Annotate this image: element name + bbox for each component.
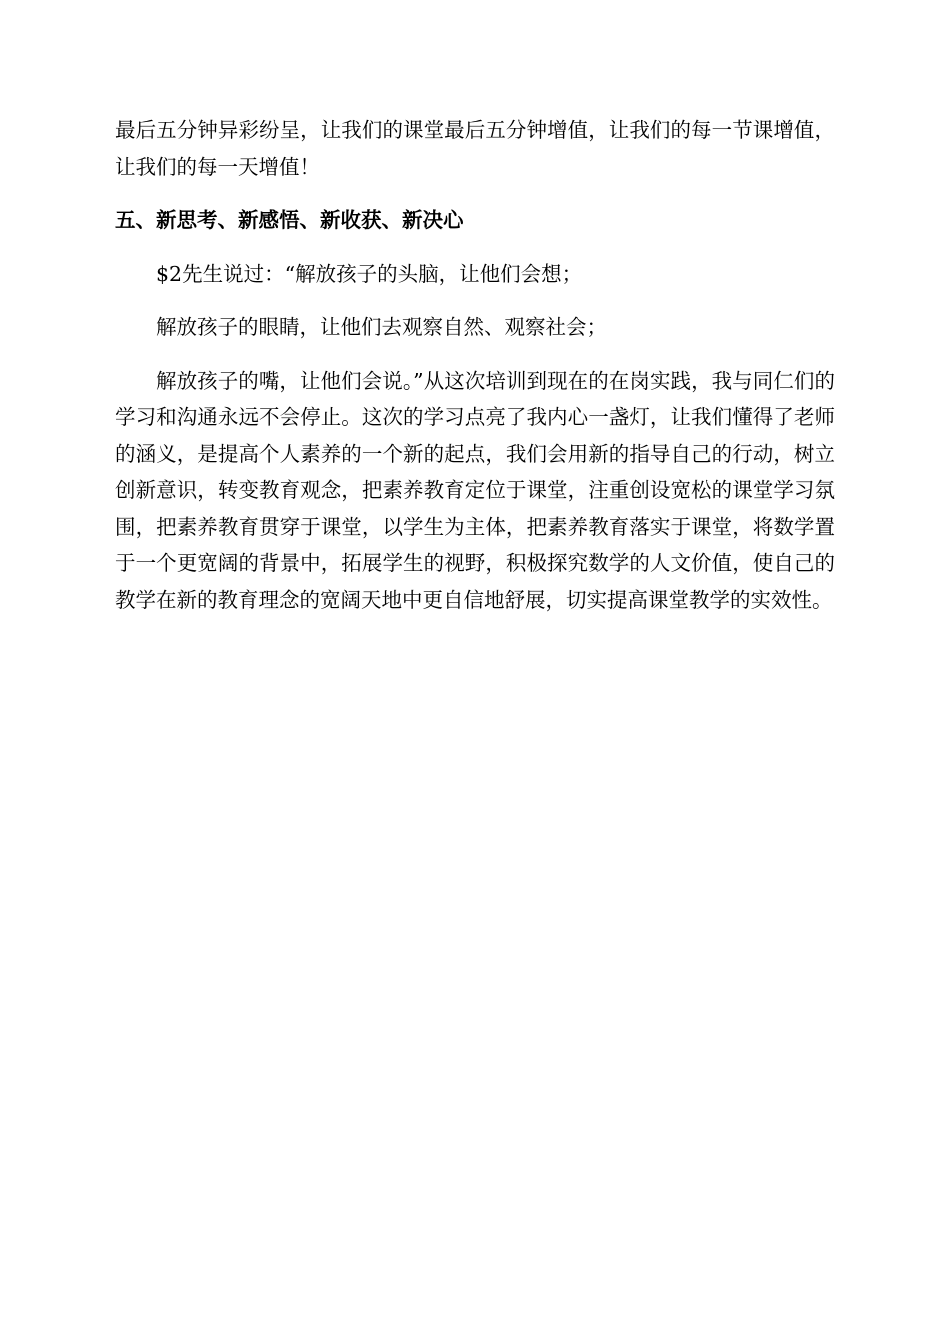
paragraph-reflection: 解放孩子的嘴，让他们会说。”从这次培训到现在的在岗实践，我与同仁们的学习和沟通永远不会停止。这次的学习点亮了我内心一盏灯，让我们懂得了老师的涵义，是提高个人素养的一个新的起点，我们会用新的指导自己的行动，树立创新意识，转变教育观念，把素养教育定位于课堂，注重创设宽松的课堂学习氛围，把素养教育贯穿于课堂，以学生为主体，把素养教育落实于课堂，将数学置于一个更宽阔的背景中，拓展学生的视野，积极探究数学的人文价值，使自己的教学在新的教育理念的宽阔天地中更自信地舒展，切实提高课堂教学的实效性。: [115, 368, 835, 612]
paragraph-closing-continuation: 最后五分钟异彩纷呈，让我们的课堂最后五分钟增值，让我们的每一节课增值，让我们的每一天增值！: [115, 118, 835, 179]
paragraph-quote-line-2: 解放孩子的眼睛，让他们去观察自然、观察社会；: [156, 315, 607, 339]
section-heading-5: 五、新思考、新感悟、新收获、新决心: [115, 208, 464, 232]
paragraph-quote-line-1: $2先生说过：“解放孩子的头脑，让他们会想；: [156, 261, 583, 286]
document-page: [115, 112, 835, 618]
